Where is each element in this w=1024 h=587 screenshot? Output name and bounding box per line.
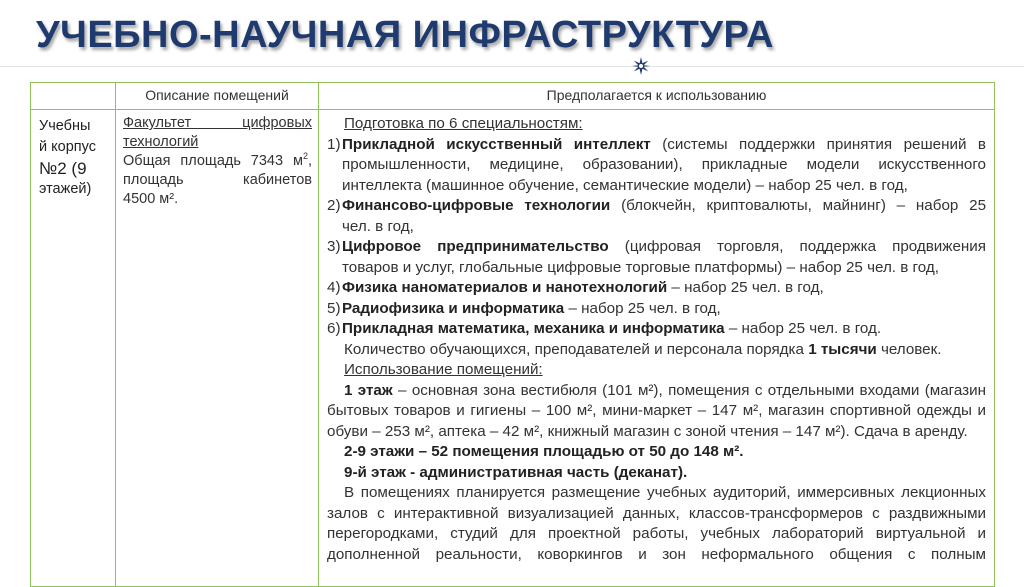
- list-item: 6) Прикладная математика, механика и информатика – набор 25 чел. в год.: [327, 320, 882, 337]
- list-item: 2) Финансово-цифровые технологии (блокчейн, криптовалюты, майнинг) – набор 25 чел. в год,: [327, 197, 987, 235]
- table-row: [31, 110, 995, 587]
- table-header-row: [31, 83, 995, 110]
- floor-9: 9-й этаж - административная часть (деканат).: [344, 463, 688, 481]
- header-cell-usage: Предполагается к использованию: [319, 83, 995, 110]
- people-count: Количество обучающихся, преподавателей и персонала порядка 1 тысячи человек.: [344, 340, 942, 358]
- header-cell-building: [31, 83, 116, 110]
- faculty-name: технологий: [123, 134, 199, 150]
- usage-cell: [319, 110, 995, 587]
- floors-2-9: 2-9 этажи – 52 помещения площадью от 50 до 148 м².: [344, 443, 744, 460]
- header-cell-description: Описание помещений: [116, 83, 319, 110]
- building-name: й корпус: [39, 139, 96, 155]
- infrastructure-table: [30, 82, 995, 587]
- rooms-area-value: 4500 м².: [123, 191, 179, 207]
- list-item: 1) Прикладной искусственный интеллект (системы поддержки принятия решений в промышленности, медицине, образовании), прикладные модели искусственного интеллекта (машинное обучение, семантические модели) – набор 25 чел. в год,: [327, 135, 986, 194]
- list-item: 5) Радиофизика и информатика – набор 25 чел. в год,: [327, 299, 721, 317]
- rooms-area-label: площадь кабинетов: [123, 172, 312, 188]
- building-cell: [31, 110, 116, 587]
- building-number: №2 (9: [39, 159, 87, 178]
- faculty-name: Факультет цифровых: [123, 115, 312, 131]
- floor-1-description: 1 этаж – основная зона вестибюля (101 м²), помещения с отдельными входами (магазин бытовых товаров и гигиены – 100 м², мини-маркет – 147 м², магазин спортивной одежды и обуви – 253 м², аптека – 42 м², книжный магазин с зоной чтения – 147 м²). Сдача в аренду.: [327, 381, 986, 440]
- building-name: Учебны: [39, 118, 91, 134]
- page-title: УЧЕБНО-НАУЧНАЯ ИНФРАСТРУКТУРА: [36, 14, 775, 56]
- star-ornament-icon: [632, 57, 650, 75]
- list-item: 3) Цифровое предпринимательство (цифровая торговля, поддержка продвижения товаров и услуг, глобальные цифровые торговые платформы) – набор 25 чел. в год,: [327, 238, 986, 276]
- list-item: 4) Физика наноматериалов и нанотехнологий – набор 25 чел. в год,: [327, 279, 824, 296]
- rooms-plan: В помещениях планируется размещение учебных аудиторий, иммерсивных лекционных залов с интерактивной визуализацией данных, классов-трансформеров с раздвижными перегородками, студий для проектной работы, учебных лабораторий виртуальной и дополненной реальности, коворкингов и зон неформального общения с полным: [327, 484, 986, 563]
- building-floors: этажей): [39, 181, 92, 197]
- description-cell: [116, 110, 319, 587]
- rooms-usage-heading: Использование помещений:: [344, 361, 543, 378]
- title-divider: [0, 66, 1024, 67]
- total-area: Общая площадь 7343 $м^2$,: [123, 151, 312, 169]
- specialties-heading: Подготовка по 6 специальностям:: [344, 115, 583, 132]
